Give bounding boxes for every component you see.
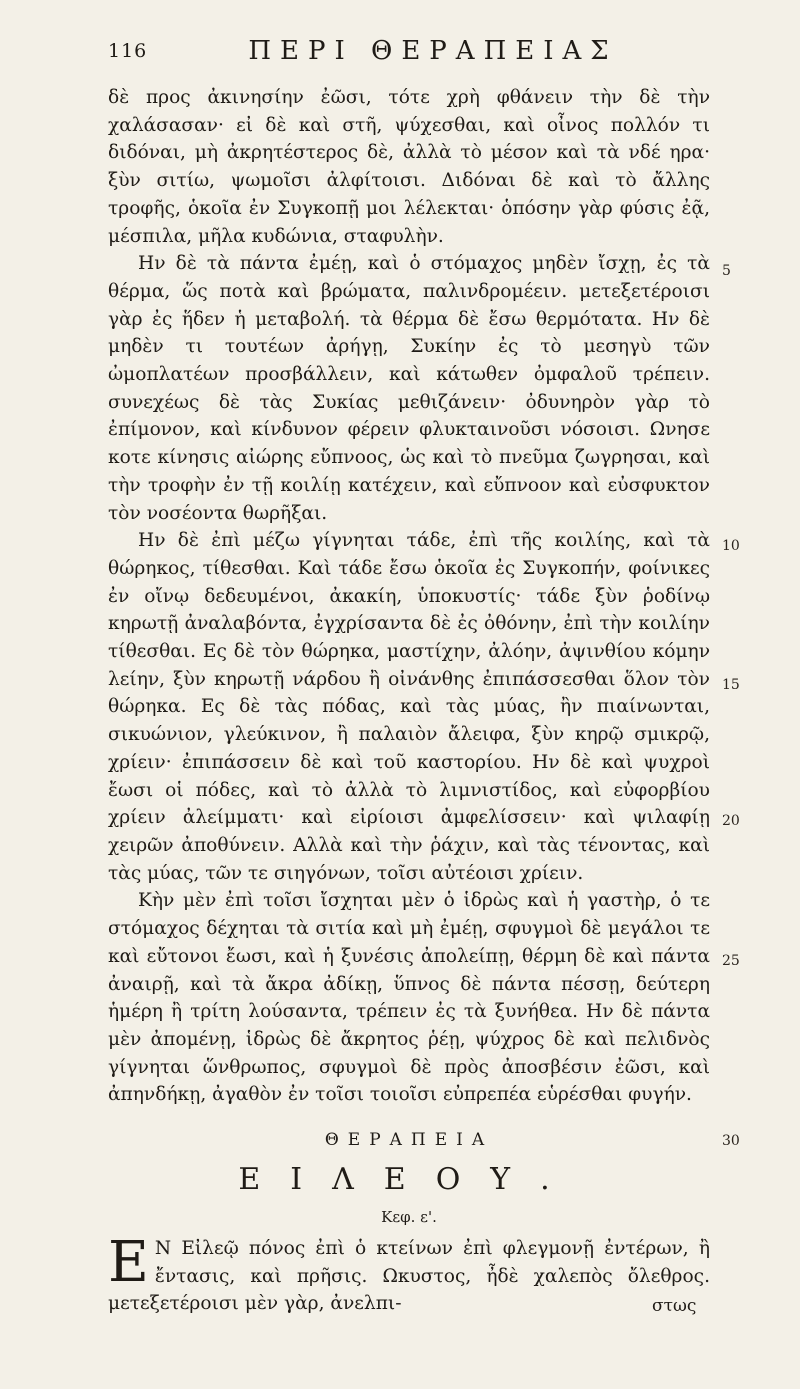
paragraph: Κὴν μὲν ἐπὶ τοῖσι ἴσχηται μὲν ὁ ἱδρὼς καὶ ἡ γαστὴρ, ὁ τε στόμαχος δέχηται τὰ σιτία καὶ μὴ ἐμέῃ, σφυγμοὶ δὲ μεγάλοι τε καὶ εὔτονοι ἔωσι, καὶ ἡ ξυνέσις ἀπολείπῃ, θέρμη δὲ καὶ πάντα ἀναιρῇ, καὶ τὰ ἄκρα ἀδίκῃ, ὕπνος δὲ πάντα πέσσῃ, δεύτερη ἡμέρη ἢ τρίτη λούσαντα, τρέπειν ἐς τὰ ξυνήθεα. Ην δὲ πάντα μὲν ἀπομένῃ, ἱδρὼς δὲ ἄκρητος ῥέῃ, ψύχρος δὲ καὶ πελιδνὸς γίγνηται ὥνθρωπος, σφυγμοὶ δὲ πρὸς ἀποσβέσιν ἐῶσι, καὶ ἀπηνδήκῃ, ἀγαθὸν ἐν τοῖσι τοιοῖσι εὐπρεπέα εὑρέσθαι φυγήν. [108, 890, 710, 1106]
paragraph: Ην δὲ ἐπὶ μέζω γίγνηται τάδε, ἐπὶ τῆς κοιλίης, καὶ τὰ θώρηκος, τίθεσθαι. Καὶ τάδε ἔσω ὁκοῖα ἐς Συγκοπήν, φοίνικες ἐν οἴνῳ δεδευμένοι, ἀκακίη, ὑποκυστίς· τάδε ξὺν ῥοδίνῳ κηρωτῇ ἀναλαβόντα, ἐγχρίσαντα δὲ ἐς ὀθόνην, ἐπὶ τὴν κοιλίην τίθεσθαι. Ες δὲ τὸν θώρηκα, μαστίχην, ἀλόην, ἀψινθίου κόμην λείην, ξὺν κηρωτῇ νάρδου ἢ οἰνάνθης ἐπιπάσσεσθαι ὅλον τὸν θώρηκα. Ες δὲ τὰς πόδας, καὶ τὰς μύας, ἢν πιαίνωνται, σικυώνιον, γλεύκινον, ἢ παλαιὸν ἄλειφα, ξὺν κηρῷ σμικρῷ, χρίειν· ἐπιπάσσειν δὲ καὶ τοῦ καστορίου. Ην δὲ καὶ ψυχροὶ ἔωσι οἱ πόδες, καὶ τὸ ἀλλὰ τὸ λιμνιστίδος, καὶ εὐφορβίου χρίειν ἀλείμματι· καὶ εἰρίοισι ἀμφελίσσειν· καὶ ψιλαφίῃ χειρῶν ἀποθύνειν. Αλλὰ καὶ τὴν ῥάχιν, καὶ τὰς τένοντας, καὶ τὰς μύας, τῶν τε σιηγόνων, τοῖσι αὐτέοισι χρίειν. [108, 530, 710, 884]
main-text [108, 84, 710, 1109]
line-number: 25 [722, 953, 740, 969]
line-number: 15 [722, 677, 740, 693]
section-heading-large: ΕΙΛΕΟΥ. [238, 1162, 580, 1197]
drop-cap: Ε [108, 1230, 149, 1295]
page-header [108, 36, 708, 70]
paragraph: δὲ προς ἀκινησίην ἐῶσι, τότε χρὴ φθάνειν τὴν δὲ τὴν χαλάσασαν· εἰ δὲ καὶ στῆ, ψύχεσθαι, καὶ οἶνος πολλόν τι διδόναι, μὴ ἀκρητέστερος δὲ, ἀλλὰ τὸ μέσον καὶ τὰ νδέ ηρα· ξὺν σιτίω, ψωμοῖσι ἀλφίτοισι. Διδόναι δὲ καὶ τὸ ἄλλης τροφῆς, ὁκοῖα ἐν Συγκοπῇ μοι λέλεκται· ὁπόσην γὰρ φύσις ἐᾷ, μέσπιλα, μῆλα κυδώνια, σταφυλὴν. [108, 87, 710, 247]
line-number: 20 [722, 813, 740, 829]
opening-text: Ν Εἰλεῷ πόνος ἐπὶ ὁ κτείνων ἐπὶ φλεγμονῇ ἐντέρων, ἢ ἔντασις, καὶ πρῆσις. Ωκυστος, ἦδὲ χαλεπὸς ὄλεθρος. μετεξετέροισι μὲν γὰρ, ἀνελπι- [108, 1238, 710, 1315]
catchword: στως [652, 1296, 697, 1316]
line-number: 10 [722, 538, 740, 554]
line-number: 30 [722, 1133, 740, 1149]
chapter-opening [108, 1230, 710, 1318]
line-number: 5 [722, 263, 731, 279]
section-heading-small: ΘΕΡΑΠΕΙΑ [324, 1130, 494, 1150]
chapter-label: Κεφ. ε'. [381, 1208, 437, 1226]
running-title: ΠΕΡΙ ΘΕΡΑΠΕΙΑΣ [248, 36, 618, 66]
page-number: 116 [108, 40, 148, 62]
paragraph: Ην δὲ τὰ πάντα ἐμέῃ, καὶ ὁ στόμαχος μηδὲν ἴσχῃ, ἐς τὰ θέρμα, ὥς ποτὰ καὶ βρώματα, παλινδρομέειν. μετεξετέροισι γὰρ ἐς ἥδεν ἡ μεταβολή. τὰ θέρμα δὲ ἔσω θερμότατα. Ην δὲ μηδὲν τι τουτέων ἀρήγῃ, Συκίην ἐς τὸ μεσηγὺ τῶν ὠμοπλατέων προσβάλλειν, καὶ κάτωθεν ὀμφαλοῦ τρέπειν. συνεχέως δὲ τὰς Συκίας μεθιζάνειν· ὀδυνηρὸν γὰρ τὸ ἐπίμονον, καὶ κίνδυνον φέρειν φλυκταινοῦσι νόσοισι. Ωνησε κοτε κίνησις αἰώρης εὔπνοος, ὡς καὶ τὸ πνεῦμα ζωγρησαι, καὶ τὴν τροφὴν ἐν τῇ κοιλίῃ κατέχειν, καὶ εὔπνοον καὶ εὐσφυκτον τὸν νοσέοντα θωρῆξαι. [108, 253, 710, 524]
